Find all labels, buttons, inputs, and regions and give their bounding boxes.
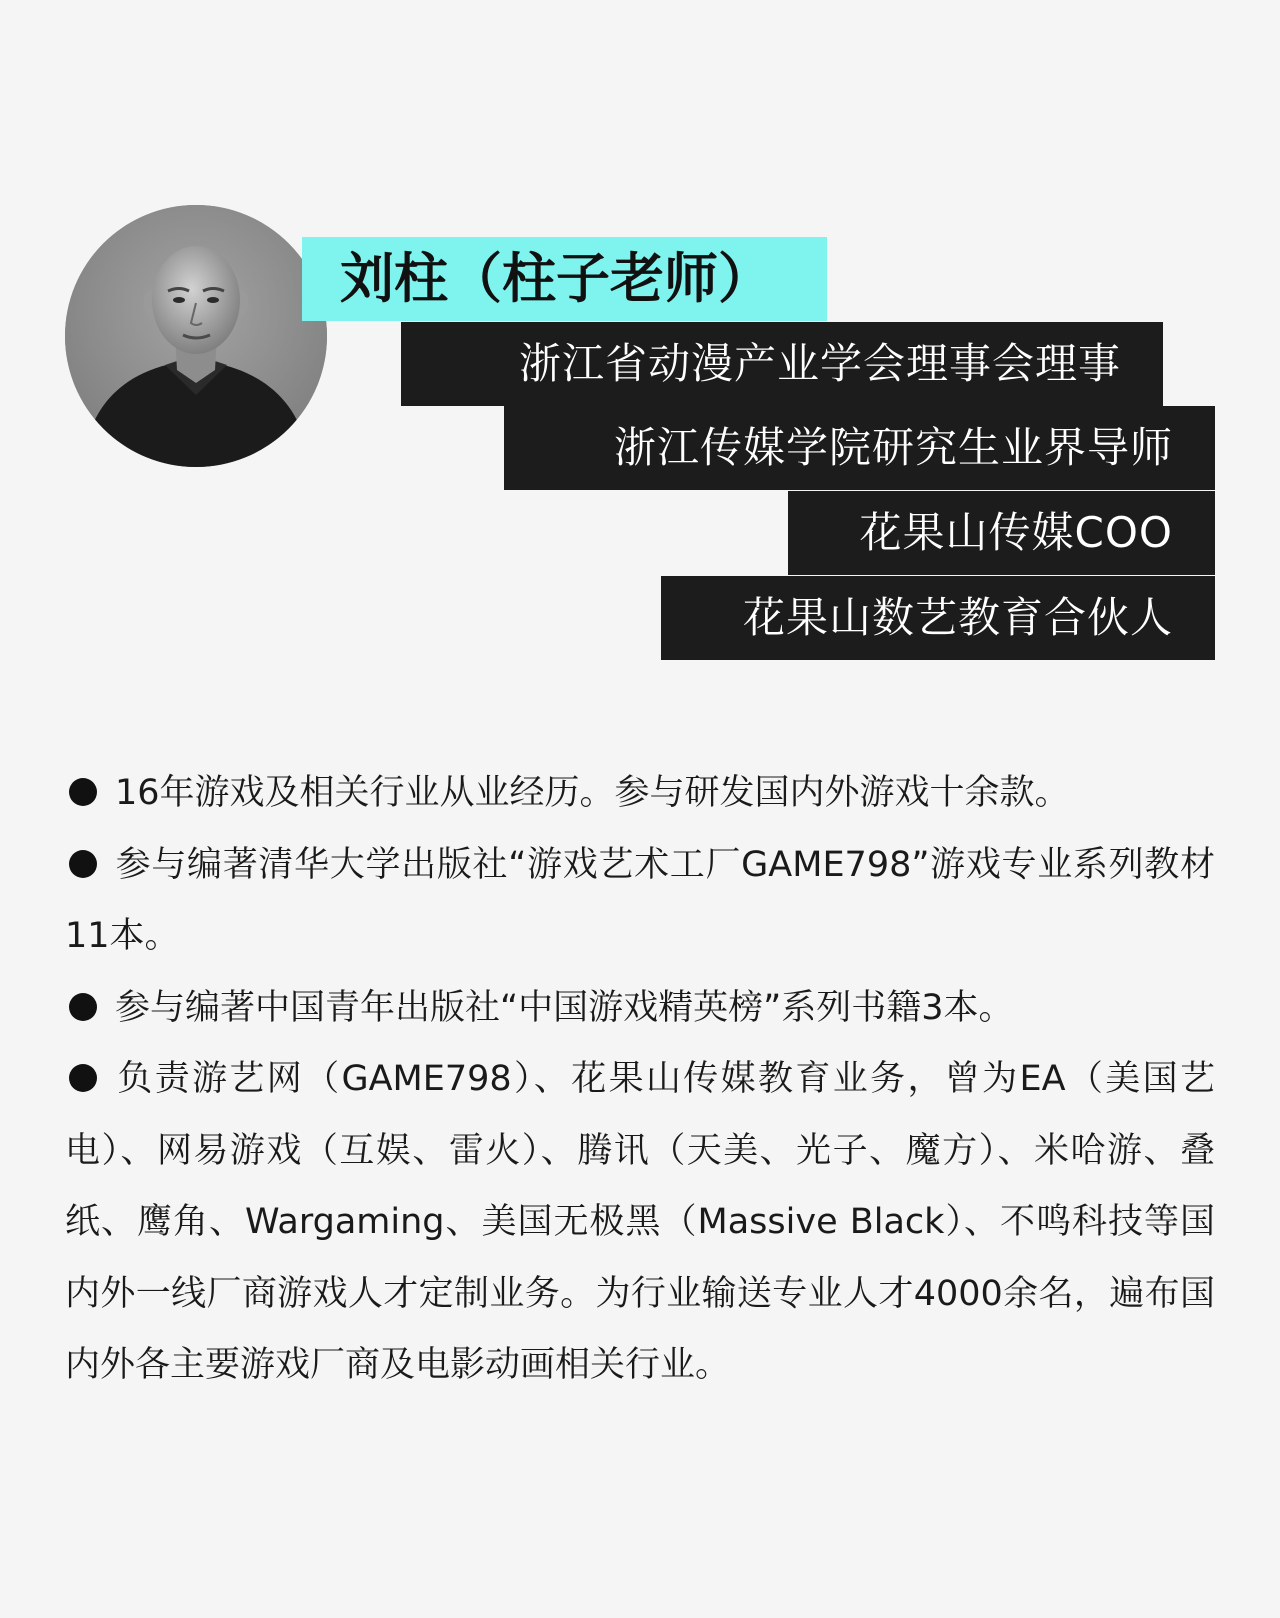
- bio-item-text: 参与编著清华大学出版社“游戏艺术工厂GAME798”游戏专业系列教材11本。: [65, 844, 1215, 956]
- bullet-icon: [69, 1064, 97, 1092]
- bio-item: [65, 758, 1215, 830]
- bio-item: [65, 973, 1215, 1045]
- bio-list: [65, 758, 1215, 1402]
- title-bar-graduate-mentor: 浙江传媒学院研究生业界导师: [504, 406, 1215, 490]
- bio-item: [65, 1044, 1215, 1402]
- title-bar-academic-society: 浙江省动漫产业学会理事会理事: [401, 322, 1163, 406]
- bullet-icon: [69, 778, 97, 806]
- bio-item-text: 参与编著中国青年出版社“中国游戏精英榜”系列书籍3本。: [115, 987, 1014, 1028]
- bio-item: [65, 830, 1215, 973]
- portrait-photo-icon: [65, 205, 327, 467]
- bio-item-text: 负责游艺网（GAME798）、花果山传媒教育业务，曾为EA（美国艺电）、网易游戏（互娱、雷火）、腾讯（天美、光子、魔方）、米哈游、叠纸、鹰角、Wargaming、美国无极黑（Massive Black）、不鸣科技等国内外一线厂商游戏人才定制业务。为行业输送专业人才4000余名，遍布国内外各主要游戏厂商及电影动画相关行业。: [65, 1059, 1215, 1385]
- profile-name: 刘柱（柱子老师）: [302, 237, 827, 321]
- title-bar-partner: 花果山数艺教育合伙人: [661, 576, 1215, 660]
- bullet-icon: [69, 850, 97, 878]
- title-bar-coo: 花果山传媒COO: [788, 491, 1215, 575]
- avatar: [65, 205, 327, 467]
- bullet-icon: [69, 993, 97, 1021]
- bio-item-text: 16年游戏及相关行业从业经历。参与研发国内外游戏十余款。: [115, 773, 1070, 813]
